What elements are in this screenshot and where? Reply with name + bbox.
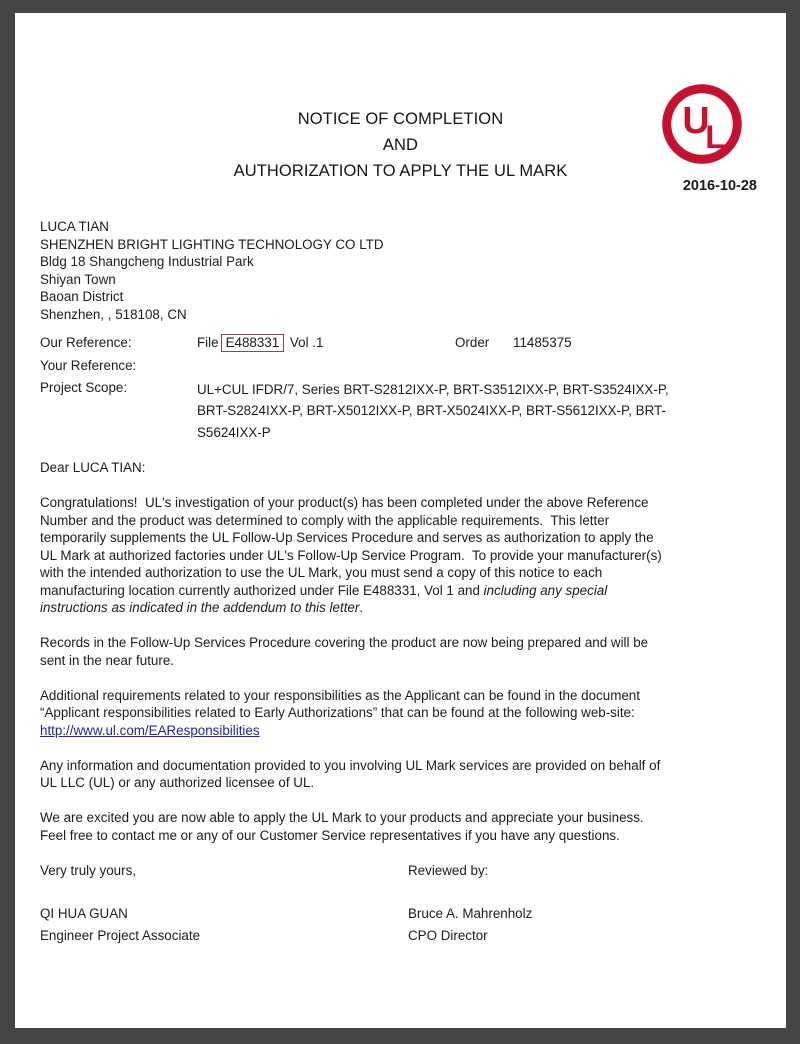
special-instructions-italic: instructions as indicated in the addendum to this letter	[40, 600, 360, 615]
signature-row-title	[40, 925, 760, 947]
salutation: Dear LUCA TIAN:	[40, 460, 146, 475]
file-prefix: File	[197, 335, 219, 350]
reviewed-by-label: Reviewed by:	[408, 862, 489, 878]
file-volume: Vol .1	[286, 335, 324, 350]
recipient-company: SHENZHEN BRIGHT LIGHTING TECHNOLOGY CO LTD	[40, 236, 384, 252]
paragraph-line: Records in the Follow-Up Services Procedure covering the product are now being prepared and will be	[40, 635, 649, 650]
project-scope-line: UL+CUL IFDR/7, Series BRT-S2812IXX-P, BRT-S3512IXX-P, BRT-S3524IXX-P,	[197, 381, 669, 397]
order-label: Order	[455, 335, 490, 350]
your-reference-label: Your Reference:	[40, 357, 137, 373]
svg-text:L: L	[705, 117, 726, 155]
paragraph-congratulations	[40, 494, 760, 617]
paragraph-line: UL LLC (UL) or any authorized licensee of UL.	[40, 775, 315, 790]
paragraph-line: Congratulations! UL's investigation of your product(s) has been completed under the above Reference	[40, 495, 649, 510]
special-instructions-italic: including any special	[483, 582, 608, 598]
reviewer-name: Bruce A. Mahrenholz	[408, 906, 533, 921]
project-scope-row	[40, 379, 760, 444]
recipient-name: LUCA TIAN	[40, 219, 109, 234]
paragraph-ul-llc	[40, 757, 760, 792]
project-scope-label: Project Scope:	[40, 379, 128, 395]
paragraph-line: Number and the product was determined to comply with the applicable requirements. This letter	[40, 512, 610, 528]
letter-page	[15, 13, 786, 1028]
title-line-2: AND	[382, 136, 419, 154]
ul-logo-icon	[661, 83, 743, 165]
our-reference-label: Our Reference:	[40, 335, 132, 350]
project-scope-line: BRT-S2824IXX-P, BRT-X5012IXX-P, BRT-X5024IXX-P, BRT-S5612IXX-P, BRT-	[197, 403, 666, 418]
recipient-address-line: Shiyan Town	[40, 271, 116, 287]
signature-row-closing	[40, 862, 760, 880]
paragraph-line: Any information and documentation provided to you involving UL Mark services are provided on behalf of	[40, 757, 661, 773]
paragraph-line: sent in the near future.	[40, 652, 174, 668]
paragraph-closing	[40, 809, 760, 844]
your-reference-row	[40, 357, 760, 375]
closing-phrase: Very truly yours,	[40, 862, 136, 878]
paragraph-line	[40, 722, 760, 740]
paragraph-additional-requirements	[40, 687, 760, 740]
ea-responsibilities-link[interactable]: http://www.ul.com/EAResponsibilities	[40, 722, 260, 738]
paragraph-line: Additional requirements related to your responsibilities as the Applicant can be found in the document	[40, 687, 640, 703]
paragraph-line: temporarily supplements the UL Follow-Up Services Procedure and serves as authorization to apply the	[40, 530, 654, 545]
svg-text:U: U	[682, 99, 710, 142]
letter-date: 2016-10-28	[682, 178, 757, 194]
paragraph-records	[40, 634, 760, 669]
paragraph-line: We are excited you are now able to apply the UL Mark to your products and appreciate your business.	[40, 810, 644, 825]
paragraph-line: “Applicant responsibilities related to Early Authorizations” that can be found at the following web-site:	[40, 705, 635, 720]
order-number: 11485375	[513, 335, 572, 350]
reviewer-title: CPO Director	[408, 928, 488, 943]
paragraph-line	[40, 582, 760, 600]
title-line-1: NOTICE OF COMPLETION	[297, 110, 504, 128]
paragraph-text: .	[359, 600, 364, 615]
signature-block	[40, 862, 760, 948]
recipient-address-line: Bldg 18 Shangcheng Industrial Park	[40, 254, 254, 269]
signature-names	[40, 903, 760, 947]
signature-row-name	[40, 903, 760, 925]
paragraph-line: Feel free to contact me or any of our Customer Service representatives if you have any questions.	[40, 827, 620, 843]
paragraph-line: UL Mark at authorized factories under UL's Follow-Up Service Program. To provide your manufacturer(s)	[40, 547, 662, 563]
project-scope-value	[197, 379, 669, 444]
title-line-3: AUTHORIZATION TO APPLY THE UL MARK	[233, 162, 568, 180]
our-reference-row	[40, 334, 760, 352]
recipient-address-line: Baoan District	[40, 289, 124, 304]
recipient-address	[40, 218, 760, 323]
recipient-address-line: Shenzhen, , 518108, CN	[40, 306, 187, 322]
paragraph-line	[40, 599, 760, 617]
signer-title: Engineer Project Associate	[40, 928, 201, 943]
file-number-highlight: E488331	[221, 334, 285, 352]
paragraph-text: manufacturing location currently authorized under File E488331, Vol 1 and	[40, 582, 484, 598]
project-scope-line: S5624IXX-P	[197, 424, 271, 440]
reference-block	[40, 334, 760, 443]
signer-name: QI HUA GUAN	[40, 906, 128, 921]
paragraph-line: with the intended authorization to use the UL Mark, you must send a copy of this notice to each	[40, 565, 603, 580]
